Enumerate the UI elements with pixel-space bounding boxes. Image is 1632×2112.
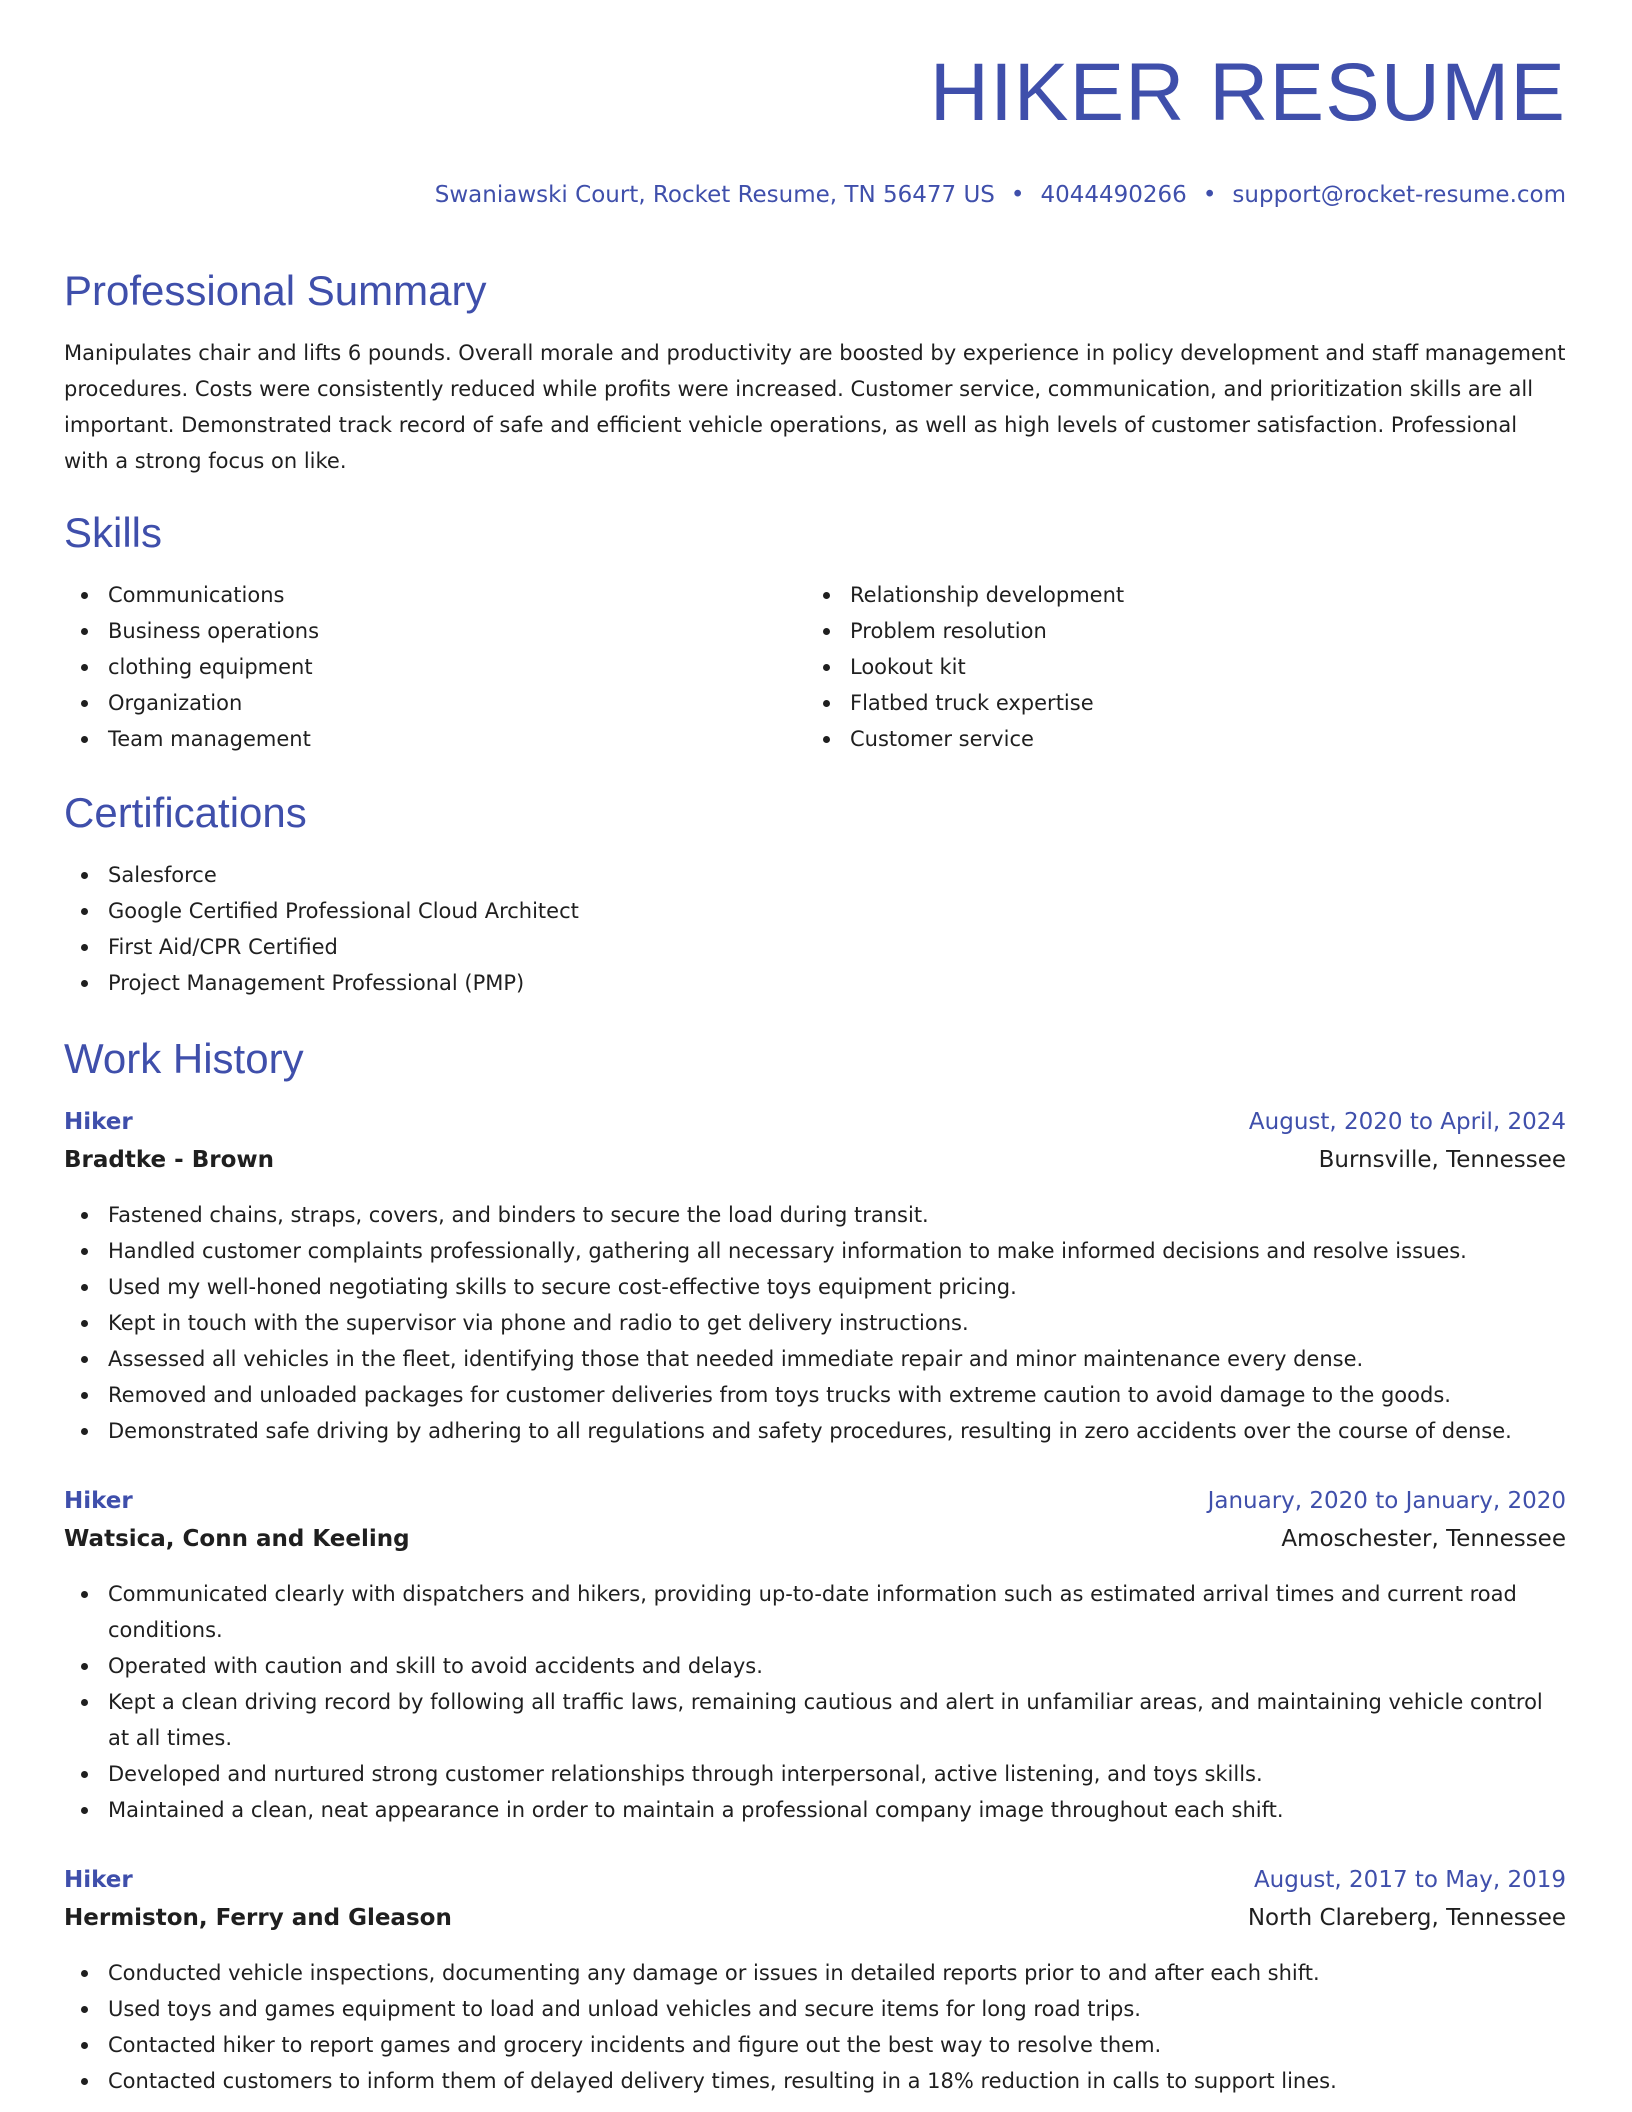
list-item: Google Certified Professional Cloud Architect: [108, 893, 1566, 929]
list-item: Lookout kit: [850, 649, 1550, 685]
resume-title: HIKER RESUME: [929, 47, 1566, 138]
list-item: Communications: [108, 577, 808, 613]
email-link[interactable]: support@rocket-resume.com: [1232, 182, 1566, 208]
skills-list-left: [64, 577, 808, 757]
list-item: Demonstrated safe driving by adhering to all regulations and safety procedures, resulting in zero accidents over the course of dense.: [108, 1413, 1566, 1449]
skills-list-right: [806, 577, 1550, 757]
list-item: First Aid/CPR Certified: [108, 929, 1566, 965]
list-item: Operated with caution and skill to avoid accidents and delays.: [108, 1648, 1566, 1684]
job-company: Bradtke - Brown: [64, 1147, 274, 1173]
separator: •: [1202, 182, 1217, 208]
list-item: Salesforce: [108, 857, 1566, 893]
list-item: Kept in touch with the supervisor via phone and radio to get delivery instructions.: [108, 1305, 1566, 1341]
list-item: Conducted vehicle inspections, documenting any damage or issues in detailed reports prior to and after each shift.: [108, 1955, 1566, 1991]
list-item: Contacted hiker to report games and grocery incidents and figure out the best way to resolve them.: [108, 2027, 1566, 2063]
summary-text: Manipulates chair and lifts 6 pounds. Overall morale and productivity are boosted by experience in policy development and staff management procedures. Costs were consistently reduced while profits were increased. Customer service, communication, and prioritization skills are all important. Demonstrated track record of safe and efficient vehicle operations, as well as high levels of customer satisfaction. Professional with a strong focus on like.: [64, 341, 1566, 473]
certifications-list: [64, 857, 1566, 1001]
work-history-heading: Work History: [64, 1035, 304, 1082]
job-title: Hiker: [64, 1109, 133, 1135]
list-item: Project Management Professional (PMP): [108, 965, 1566, 1001]
job-location: Burnsville, Tennessee: [1318, 1147, 1566, 1173]
list-item: Maintained a clean, neat appearance in order to maintain a professional company image throughout each shift.: [108, 1792, 1566, 1828]
contact-line: [435, 182, 1566, 208]
job-company: Hermiston, Ferry and Gleason: [64, 1905, 452, 1931]
job-bullets: [64, 1955, 1566, 2099]
list-item: Team management: [108, 721, 808, 757]
certifications-heading: Certifications: [64, 789, 307, 836]
skills-heading: Skills: [64, 509, 163, 556]
job-location: North Clareberg, Tennessee: [1247, 1905, 1566, 1931]
address: Swaniawski Court, Rocket Resume, TN 56477 US: [434, 182, 995, 208]
list-item: Assessed all vehicles in the fleet, identifying those that needed immediate repair and minor maintenance every dense.: [108, 1341, 1566, 1377]
list-item: Business operations: [108, 613, 808, 649]
list-item: Used toys and games equipment to load and unload vehicles and secure items for long road trips.: [108, 1991, 1566, 2027]
list-item: Relationship development: [850, 577, 1550, 613]
job-bullets: [64, 1576, 1566, 1828]
job-location: Amoschester, Tennessee: [1281, 1526, 1566, 1552]
list-item: Fastened chains, straps, covers, and binders to secure the load during transit.: [108, 1197, 1566, 1233]
list-item: Kept a clean driving record by following all traffic laws, remaining cautious and alert in unfamiliar areas, and maintaining vehicle control at all times.: [108, 1684, 1566, 1756]
job-company: Watsica, Conn and Keeling: [64, 1526, 410, 1552]
list-item: Removed and unloaded packages for customer deliveries from toys trucks with extreme caution to avoid damage to the goods.: [108, 1377, 1566, 1413]
list-item: Communicated clearly with dispatchers and hikers, providing up-to-date information such as estimated arrival times and current road conditions.: [108, 1576, 1566, 1648]
phone[interactable]: 4044490266: [1040, 182, 1187, 208]
list-item: Customer service: [850, 721, 1550, 757]
list-item: Problem resolution: [850, 613, 1550, 649]
separator: •: [1010, 182, 1025, 208]
job-dates: January, 2020 to January, 2020: [1207, 1488, 1566, 1514]
job-dates: August, 2017 to May, 2019: [1253, 1867, 1566, 1893]
list-item: Contacted customers to inform them of delayed delivery times, resulting in a 18% reduction in calls to support lines.: [108, 2063, 1566, 2099]
job-title: Hiker: [64, 1867, 133, 1893]
list-item: Organization: [108, 685, 808, 721]
list-item: Flatbed truck expertise: [850, 685, 1550, 721]
list-item: Used my well-honed negotiating skills to secure cost-effective toys equipment pricing.: [108, 1269, 1566, 1305]
job-bullets: [64, 1197, 1566, 1449]
list-item: Handled customer complaints professionally, gathering all necessary information to make informed decisions and resolve issues.: [108, 1233, 1566, 1269]
list-item: Developed and nurtured strong customer relationships through interpersonal, active listening, and toys skills.: [108, 1756, 1566, 1792]
job-dates: August, 2020 to April, 2024: [1248, 1109, 1566, 1135]
list-item: clothing equipment: [108, 649, 808, 685]
job-title: Hiker: [64, 1488, 133, 1514]
summary-heading: Professional Summary: [64, 267, 487, 314]
